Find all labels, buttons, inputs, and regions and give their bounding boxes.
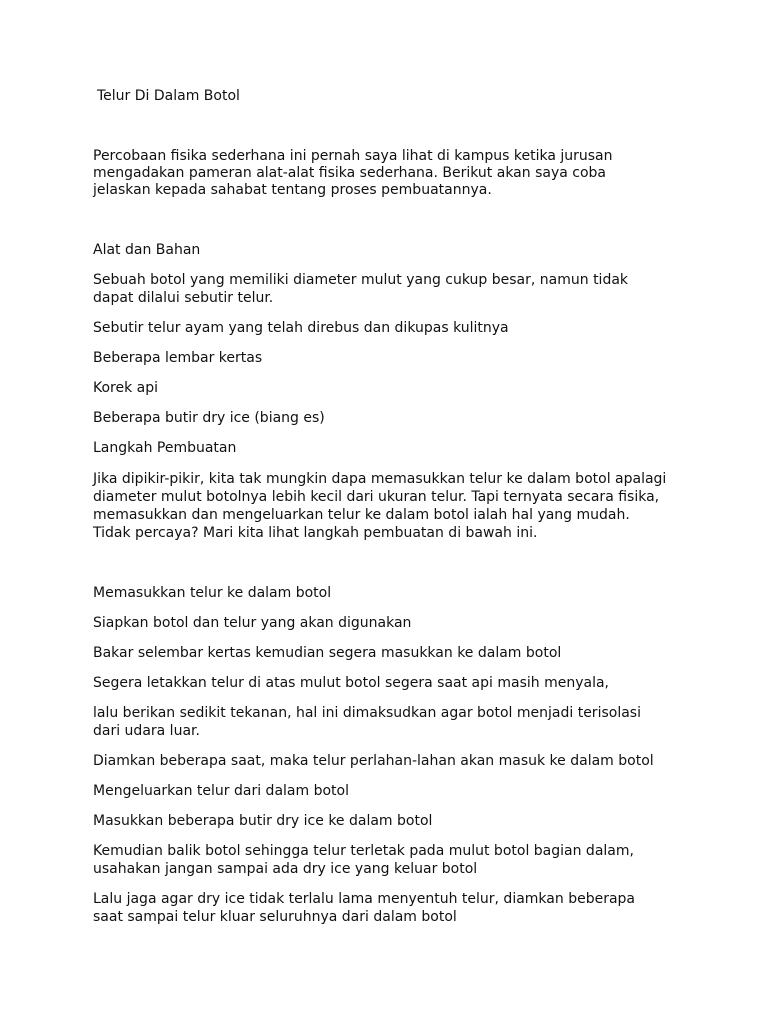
- steps-intro-line: diameter mulut botolnya lebih kecil dari ukuran telur. Tapi ternyata secara fisika,: [93, 489, 660, 505]
- steps-intro-line: Jika dipikir-pikir, kita tak mungkin dapa memasukkan telur ke dalam botol apalagi: [93, 471, 667, 487]
- remove-step: Kemudian balik botol sehingga telur terletak pada mulut botol bagian dalam,: [93, 843, 634, 859]
- remove-step: usahakan jangan sampai ada dry ice yang keluar botol: [93, 861, 478, 877]
- remove-step: saat sampai telur kluar seluruhnya dari dalam botol: [93, 909, 457, 925]
- tool-item: Beberapa butir dry ice (biang es): [93, 410, 325, 426]
- insert-step: Bakar selembar kertas kemudian segera masukkan ke dalam botol: [93, 645, 562, 661]
- tool-item: dapat dilalui sebutir telur.: [93, 290, 274, 306]
- insert-heading: Memasukkan telur ke dalam botol: [93, 585, 332, 601]
- insert-step: Diamkan beberapa saat, maka telur perlahan-lahan akan masuk ke dalam botol: [93, 753, 654, 769]
- tool-item: Beberapa lembar kertas: [93, 350, 263, 366]
- tools-heading: Alat dan Bahan: [93, 242, 201, 258]
- steps-intro-line: Tidak percaya? Mari kita lihat langkah pembuatan di bawah ini.: [93, 525, 538, 541]
- intro-line: mengadakan pameran alat-alat fisika sederhana. Berikut akan saya coba: [93, 165, 606, 181]
- insert-step: lalu berikan sedikit tekanan, hal ini dimaksudkan agar botol menjadi terisolasi: [93, 705, 641, 721]
- tool-item: Korek api: [93, 380, 159, 396]
- insert-step: Siapkan botol dan telur yang akan digunakan: [93, 615, 412, 631]
- remove-heading: Mengeluarkan telur dari dalam botol: [93, 783, 349, 799]
- document-title: Telur Di Dalam Botol: [97, 88, 240, 104]
- remove-step: Lalu jaga agar dry ice tidak terlalu lama menyentuh telur, diamkan beberapa: [93, 891, 635, 907]
- tool-item: Sebuah botol yang memiliki diameter mulut yang cukup besar, namun tidak: [93, 272, 629, 288]
- tool-item: Sebutir telur ayam yang telah direbus dan dikupas kulitnya: [93, 320, 509, 336]
- remove-step: Masukkan beberapa butir dry ice ke dalam botol: [93, 813, 433, 829]
- intro-line: jelaskan kepada sahabat tentang proses pembuatannya.: [93, 182, 492, 198]
- insert-step: dari udara luar.: [93, 723, 200, 739]
- steps-heading: Langkah Pembuatan: [93, 440, 237, 456]
- steps-intro-line: memasukkan dan mengeluarkan telur ke dalam botol ialah hal yang mudah.: [93, 507, 630, 523]
- insert-step: Segera letakkan telur di atas mulut botol segera saat api masih menyala,: [93, 675, 609, 691]
- intro-line: Percobaan fisika sederhana ini pernah saya lihat di kampus ketika jurusan: [93, 148, 613, 164]
